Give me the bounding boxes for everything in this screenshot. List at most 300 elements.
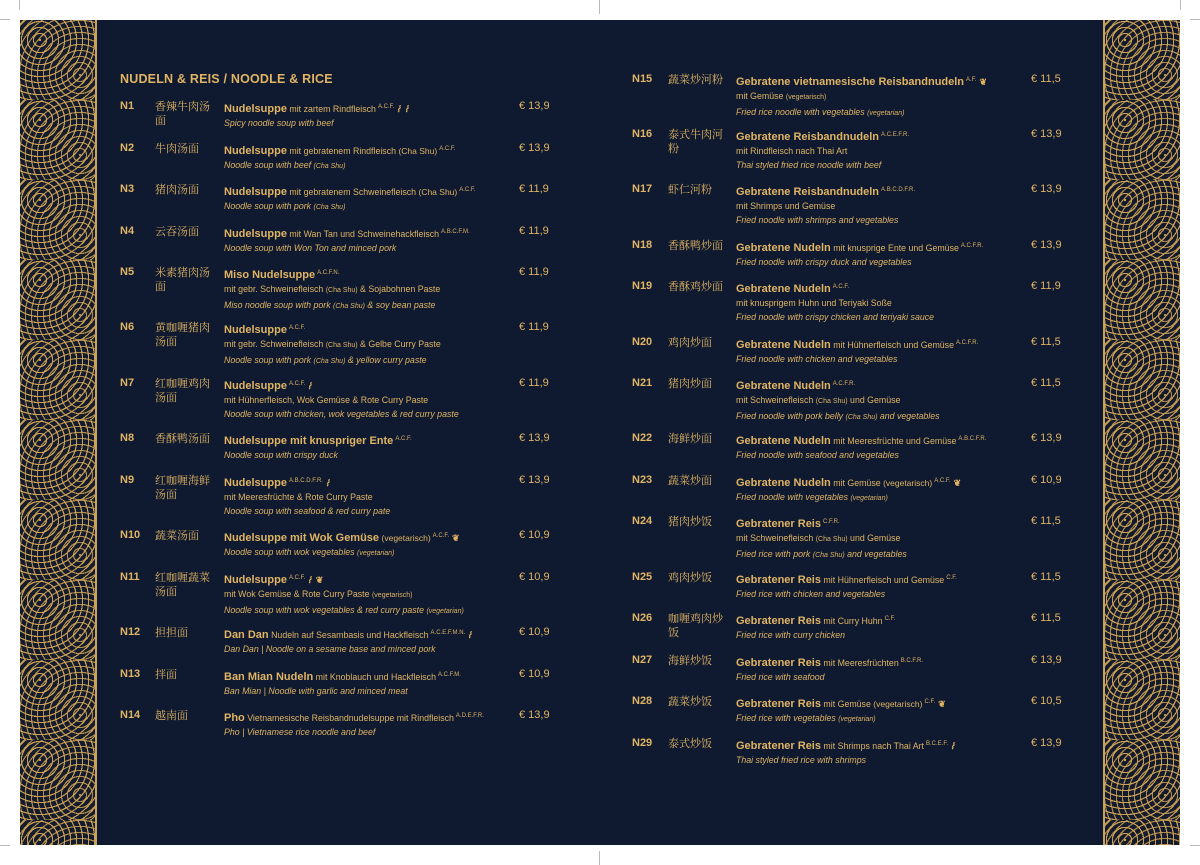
item-chinese-name: 香辣牛肉汤面 bbox=[155, 101, 210, 127]
small-note: (Cha Shu) bbox=[418, 187, 458, 197]
item-title-extra-text: mit Gemüse (vegetarisch) bbox=[820, 699, 923, 709]
allergen-codes: A.C.F. bbox=[377, 104, 395, 110]
item-price: € 10,9 bbox=[1031, 474, 1062, 486]
item-title bbox=[736, 695, 1025, 711]
item-english bbox=[224, 241, 513, 255]
item-subtitle bbox=[736, 89, 1025, 105]
item-code: N21 bbox=[632, 377, 653, 389]
allergen-codes: C.F. bbox=[884, 616, 896, 622]
item-price: € 11,5 bbox=[1031, 515, 1061, 527]
menu-item bbox=[120, 709, 590, 759]
menu-item bbox=[120, 266, 590, 316]
item-title-extra-text: mit Meeresfrüchte und Gemüse bbox=[830, 436, 957, 446]
menu-item bbox=[120, 321, 590, 371]
menu-page bbox=[20, 20, 1180, 845]
item-title-extra-text bbox=[379, 533, 431, 543]
item-price: € 13,9 bbox=[519, 474, 550, 486]
item-title bbox=[224, 432, 513, 448]
item-description bbox=[224, 183, 513, 215]
item-title-extra bbox=[287, 187, 457, 197]
item-description bbox=[224, 626, 513, 656]
item-chinese-name: 黄咖喱猪肉汤面 bbox=[155, 322, 210, 348]
item-chinese-name: 咖喱鸡肉炒饭 bbox=[668, 613, 723, 639]
item-english bbox=[736, 670, 1025, 684]
item-english bbox=[224, 684, 513, 698]
item-price: € 11,9 bbox=[519, 321, 549, 333]
item-english-text: Pho | Vietnamese rice noodle and beef bbox=[224, 727, 376, 737]
chili-pepper-icon: ⌇ bbox=[466, 629, 475, 641]
item-title bbox=[224, 571, 513, 587]
item-price: € 11,9 bbox=[519, 377, 549, 389]
item-english-text: Dan Dan | Noodle on a sesame base and minced pork bbox=[224, 644, 436, 654]
item-english-text: Fried rice with chicken and vegetables bbox=[736, 589, 886, 599]
item-title-main: Gebratene Nudeln bbox=[736, 435, 831, 447]
item-code: N23 bbox=[632, 474, 653, 486]
item-title-main: Dan Dan bbox=[224, 629, 269, 641]
item-chinese-name: 海鲜炒饭 bbox=[668, 655, 712, 667]
item-code: N26 bbox=[632, 612, 653, 624]
item-price: € 11,9 bbox=[519, 225, 549, 237]
item-code: N17 bbox=[632, 183, 653, 195]
item-title-extra-text: mit gebratenem Rindfleisch (Cha Shu) bbox=[286, 146, 438, 156]
item-english bbox=[224, 642, 513, 656]
item-title-extra bbox=[269, 630, 429, 640]
item-english-text: Fried rice with pork (Cha Shu) and vegetables bbox=[736, 549, 907, 559]
item-title-extra-text: mit Hühnerfleisch und Gemüse bbox=[830, 340, 954, 350]
item-subtitle bbox=[224, 587, 513, 603]
item-chinese-name: 云吞汤面 bbox=[155, 226, 199, 238]
item-chinese-name: 香酥鸭汤面 bbox=[155, 433, 210, 445]
item-english bbox=[224, 504, 513, 518]
small-note: (vegetarian) bbox=[426, 608, 464, 615]
item-price: € 11,5 bbox=[1031, 377, 1061, 389]
allergen-codes: B.C.F.R. bbox=[900, 658, 924, 664]
item-english bbox=[224, 353, 513, 369]
item-title-main: Nudelsuppe bbox=[224, 145, 287, 157]
allergen-codes: A.B.C.F.M. bbox=[441, 229, 470, 235]
crop-mark bbox=[599, 851, 600, 865]
item-title bbox=[736, 432, 1025, 448]
item-code: N5 bbox=[120, 266, 135, 278]
allergen-codes: A.C.E.F.M.N. bbox=[430, 630, 466, 636]
allergen-codes: A.D.E.F.R. bbox=[455, 713, 484, 719]
item-title-extra bbox=[831, 436, 957, 446]
item-title-main: Gebratene Nudeln bbox=[736, 242, 831, 254]
item-chinese-name: 猪肉汤面 bbox=[155, 184, 199, 196]
menu-item bbox=[632, 377, 1102, 427]
menu-item bbox=[632, 280, 1102, 330]
item-description bbox=[736, 612, 1025, 642]
item-code: N8 bbox=[120, 432, 135, 444]
item-title bbox=[736, 377, 1025, 393]
item-price: € 11,9 bbox=[1031, 280, 1061, 292]
item-price: € 13,9 bbox=[1031, 737, 1062, 749]
item-price: € 11,5 bbox=[1031, 571, 1061, 583]
item-subtitle bbox=[736, 144, 1025, 158]
item-title-main: Nudelsuppe bbox=[224, 574, 287, 586]
menu-item bbox=[120, 571, 590, 621]
menu-item bbox=[632, 73, 1102, 123]
item-title-main: Gebratene Nudeln bbox=[736, 380, 831, 392]
item-title-extra bbox=[287, 104, 376, 114]
item-english bbox=[736, 352, 1025, 366]
item-title-extra bbox=[821, 616, 883, 626]
menu-item bbox=[120, 474, 590, 524]
item-title bbox=[736, 128, 1025, 144]
item-english-text: Fried noodle with crispy duck and vegetables bbox=[736, 257, 912, 267]
menu-item bbox=[632, 737, 1102, 787]
item-english bbox=[224, 603, 513, 619]
item-english bbox=[736, 255, 1025, 269]
small-note: (Cha Shu) bbox=[313, 204, 346, 211]
item-english bbox=[736, 628, 1025, 642]
item-title-extra-text: mit Gemüse (vegetarisch) bbox=[830, 478, 933, 488]
item-english-text: Noodle soup with pork (Cha Shu) bbox=[224, 201, 346, 211]
item-english-text: Fried noodle with vegetables (vegetarian) bbox=[736, 492, 888, 502]
section-heading: NUDELN & REIS / NOODLE & RICE bbox=[120, 72, 333, 86]
item-title bbox=[224, 709, 513, 725]
item-description bbox=[224, 266, 513, 314]
allergen-codes: A.C.F. bbox=[288, 325, 306, 331]
item-description bbox=[224, 709, 513, 739]
item-english-text: Noodle soup with pork (Cha Shu) & yellow curry paste bbox=[224, 355, 427, 365]
crop-mark bbox=[1190, 19, 1200, 20]
item-price: € 13,9 bbox=[519, 432, 550, 444]
item-code: N16 bbox=[632, 128, 653, 140]
item-chinese-name: 蔬菜炒河粉 bbox=[668, 74, 723, 86]
menu-item bbox=[632, 128, 1102, 178]
item-title-extra bbox=[821, 658, 899, 668]
item-price: € 11,5 bbox=[1031, 612, 1061, 624]
item-chinese-name: 香酥鸭炒面 bbox=[668, 240, 723, 252]
item-price: € 13,9 bbox=[1031, 239, 1062, 251]
item-english-text: Fried noodle with chicken and vegetables bbox=[736, 354, 898, 364]
item-english bbox=[736, 409, 1025, 425]
item-title-main: Nudelsuppe bbox=[224, 324, 287, 336]
item-subtitle bbox=[736, 393, 1025, 409]
leaf-vegetarian-icon: ❦ bbox=[452, 533, 460, 543]
small-note: (Cha Shu) bbox=[398, 146, 438, 156]
item-title-extra-text: mit Shrimps nach Thai Art bbox=[820, 741, 924, 751]
item-english-text: Noodle soup with seafood & red curry pate bbox=[224, 506, 391, 516]
item-subtitle-text: mit gebr. Schweinefleisch (Cha Shu) & Gelbe Curry Paste bbox=[224, 339, 441, 349]
item-description bbox=[224, 100, 513, 130]
allergen-codes: A.B.C.D.F.R. bbox=[881, 187, 916, 193]
item-title-main: Nudelsuppe mit Wok Gemüse bbox=[224, 532, 380, 544]
item-title bbox=[736, 474, 1025, 490]
item-english-text: Spicy noodle soup with beef bbox=[224, 118, 334, 128]
item-english bbox=[224, 116, 513, 130]
item-title bbox=[224, 100, 513, 116]
item-subtitle-text: mit Schweinefleisch (Cha Shu) und Gemüse bbox=[736, 533, 901, 543]
item-description bbox=[224, 668, 513, 698]
allergen-codes: A.C.F.M. bbox=[437, 672, 461, 678]
item-description bbox=[736, 432, 1025, 462]
chili-pepper-icon: ⌇ bbox=[324, 477, 332, 489]
item-title bbox=[224, 142, 513, 158]
item-description bbox=[736, 571, 1025, 601]
item-chinese-name: 蔬菜炒饭 bbox=[668, 696, 712, 708]
item-title-main: Pho bbox=[224, 712, 245, 724]
item-price: € 10,9 bbox=[519, 668, 550, 680]
crop-mark bbox=[0, 845, 10, 846]
item-title-main: Nudelsuppe bbox=[224, 228, 287, 240]
item-title bbox=[224, 626, 513, 642]
item-title-main: Gebratener Reis bbox=[736, 698, 821, 710]
item-title-main: Gebratene Reisbandnudeln bbox=[736, 186, 880, 198]
item-chinese-name: 虾仁河粉 bbox=[668, 184, 712, 196]
item-title-extra-text: Nudeln auf Sesambasis und Hackfleisch bbox=[268, 630, 429, 640]
small-note: (vegetarian) bbox=[838, 716, 876, 723]
item-english-text: Noodle soup with wok vegetables & red curry paste (vegetarian) bbox=[224, 605, 464, 615]
item-english bbox=[224, 407, 513, 421]
item-english bbox=[224, 298, 513, 314]
item-title-main: Nudelsuppe bbox=[224, 477, 287, 489]
item-code: N13 bbox=[120, 668, 141, 680]
item-title-main: Miso Nudelsuppe bbox=[224, 269, 316, 281]
item-code: N29 bbox=[632, 737, 653, 749]
small-note: (Cha Shu) bbox=[313, 163, 346, 170]
item-chinese-name: 海鲜炒面 bbox=[668, 433, 712, 445]
chili-pepper-icon: ⌇ bbox=[403, 103, 411, 115]
item-subtitle bbox=[736, 531, 1025, 547]
item-description bbox=[736, 336, 1025, 366]
allergen-codes: A.C.F.R. bbox=[960, 243, 984, 249]
item-title bbox=[736, 280, 1025, 296]
item-chinese-name: 担担面 bbox=[155, 627, 188, 639]
item-code: N20 bbox=[632, 336, 653, 348]
item-title bbox=[736, 612, 1025, 628]
small-note: (vegetarisch) bbox=[785, 94, 827, 101]
item-title-main: Gebratene vietnamesische Reisbandnudeln bbox=[736, 76, 965, 88]
item-title-extra-text: mit knusprige Ente und Gemüse bbox=[830, 243, 959, 253]
crop-mark bbox=[19, 0, 20, 10]
item-title-extra bbox=[821, 575, 944, 585]
left-gold-edge bbox=[95, 20, 97, 845]
item-description bbox=[224, 321, 513, 369]
item-chinese-name: 米素猪肉汤面 bbox=[155, 267, 210, 293]
crop-mark bbox=[1190, 845, 1200, 846]
item-chinese-name: 泰式牛肉河粉 bbox=[668, 129, 723, 155]
small-note: (Cha Shu) bbox=[815, 536, 848, 543]
item-english bbox=[736, 490, 1025, 506]
item-code: N7 bbox=[120, 377, 135, 389]
item-title bbox=[736, 183, 1025, 199]
item-subtitle-text: mit Wok Gemüse & Rote Curry Paste (vegetarisch) bbox=[224, 589, 413, 599]
leaf-vegetarian-icon: ❦ bbox=[953, 478, 962, 488]
allergen-codes: A.B.C.F.R. bbox=[958, 436, 987, 442]
item-chinese-name: 泰式炒饭 bbox=[668, 738, 712, 750]
item-description bbox=[224, 474, 513, 518]
item-english bbox=[736, 547, 1025, 563]
item-description bbox=[224, 432, 513, 462]
item-description bbox=[736, 128, 1025, 172]
item-code: N24 bbox=[632, 515, 653, 527]
item-english bbox=[736, 711, 1025, 727]
allergen-codes: C.F. bbox=[946, 575, 957, 581]
item-subtitle bbox=[736, 296, 1025, 310]
item-title-main: Ban Mian Nudeln bbox=[224, 671, 314, 683]
item-subtitle-text: mit Schweinefleisch (Cha Shu) und Gemüse bbox=[736, 395, 901, 405]
item-price: € 13,9 bbox=[1031, 128, 1062, 140]
item-description bbox=[736, 73, 1025, 121]
item-chinese-name: 红咖喱海鲜汤面 bbox=[155, 475, 210, 501]
item-title bbox=[224, 321, 513, 337]
item-title-extra bbox=[821, 741, 924, 751]
item-title bbox=[736, 654, 1025, 670]
item-chinese-name: 红咖喱鸡肉汤面 bbox=[155, 378, 210, 404]
item-price: € 11,5 bbox=[1031, 336, 1061, 348]
menu-item bbox=[632, 515, 1102, 565]
item-english-text: Thai styled fried rice noodle with beef bbox=[736, 160, 882, 170]
item-english bbox=[224, 448, 513, 462]
item-title-main: Gebratener Reis bbox=[736, 615, 821, 627]
item-price: € 13,9 bbox=[1031, 432, 1062, 444]
item-code: N18 bbox=[632, 239, 653, 251]
item-description bbox=[736, 654, 1025, 684]
item-price: € 10,9 bbox=[519, 571, 550, 583]
item-chinese-name: 猪肉炒饭 bbox=[668, 516, 712, 528]
crop-mark bbox=[0, 19, 10, 20]
item-subtitle-text: mit gebr. Schweinefleisch (Cha Shu) & Sojabohnen Paste bbox=[224, 284, 441, 294]
item-english-text: Fried noodle with shrimps and vegetables bbox=[736, 215, 899, 225]
small-note: (vegetarisch) bbox=[883, 478, 933, 488]
item-price: € 13,9 bbox=[519, 709, 550, 721]
item-code: N28 bbox=[632, 695, 653, 707]
item-english-text: Noodle soup with wok vegetables (vegetarian) bbox=[224, 547, 395, 557]
item-price: € 13,9 bbox=[1031, 183, 1062, 195]
item-english-text: Noodle soup with chicken, wok vegetables & red curry paste bbox=[224, 409, 459, 419]
item-code: N3 bbox=[120, 183, 135, 195]
leaf-vegetarian-icon: ❦ bbox=[315, 575, 324, 585]
item-chinese-name: 香酥鸡炒面 bbox=[668, 281, 723, 293]
item-price: € 13,9 bbox=[519, 100, 550, 112]
item-code: N12 bbox=[120, 626, 141, 638]
item-subtitle bbox=[224, 490, 513, 504]
item-description bbox=[224, 529, 513, 561]
small-note: (Cha Shu) bbox=[845, 414, 878, 421]
item-subtitle-text: mit Shrimps und Gemüse bbox=[736, 201, 836, 211]
item-price: € 10,9 bbox=[519, 626, 550, 638]
item-description bbox=[736, 377, 1025, 425]
item-title-extra-text: mit Knoblauch und Hackfleisch bbox=[313, 672, 436, 682]
allergen-codes: A.C.F. bbox=[934, 478, 951, 484]
item-title bbox=[736, 336, 1025, 352]
allergen-codes: A.C.F.R. bbox=[955, 340, 979, 346]
item-price: € 11,5 bbox=[1031, 73, 1061, 85]
item-english-text: Noodle soup with Won Ton and minced pork bbox=[224, 243, 397, 253]
item-title bbox=[736, 239, 1025, 255]
item-description bbox=[736, 183, 1025, 227]
item-title-extra-text: mit Meeresfrüchten bbox=[820, 658, 899, 668]
small-note: (vegetarian) bbox=[850, 495, 888, 502]
item-code: N9 bbox=[120, 474, 135, 486]
menu-item bbox=[120, 377, 590, 427]
item-title-main: Gebratener Reis bbox=[736, 740, 821, 752]
small-note: (vegetarisch) bbox=[371, 592, 413, 599]
item-price: € 13,9 bbox=[1031, 654, 1062, 666]
allergen-codes: A.C.F. bbox=[395, 436, 412, 442]
chili-pepper-icon: ⌇ bbox=[306, 380, 315, 392]
left-ornament-pattern bbox=[20, 20, 95, 845]
item-title-extra-text: mit gebratenem Schweinefleisch (Cha Shu) bbox=[286, 187, 458, 197]
allergen-codes: C.F. bbox=[924, 699, 936, 705]
right-ornament-pattern bbox=[1105, 20, 1180, 845]
item-title bbox=[224, 668, 513, 684]
item-english-text: Fried noodle with crispy chicken and teriyaki sauce bbox=[736, 312, 935, 322]
item-title bbox=[736, 73, 1025, 89]
item-chinese-name: 猪肉炒面 bbox=[668, 378, 712, 390]
small-note: (vegetarian) bbox=[357, 550, 395, 557]
item-english bbox=[224, 545, 513, 561]
item-code: N25 bbox=[632, 571, 653, 583]
allergen-codes: A.C.F.R. bbox=[832, 381, 856, 387]
chili-pepper-icon: ⌇ bbox=[395, 103, 404, 115]
item-price: € 11,9 bbox=[519, 183, 549, 195]
item-english bbox=[736, 587, 1025, 601]
item-title bbox=[736, 571, 1025, 587]
allergen-codes: A.C.F. bbox=[832, 284, 850, 290]
allergen-codes: A.C.E.F.R. bbox=[881, 132, 910, 138]
item-english-text: Fried noodle with pork belly (Cha Shu) and vegetables bbox=[736, 411, 940, 421]
right-gold-edge bbox=[1103, 20, 1105, 845]
item-english bbox=[736, 448, 1025, 462]
small-note: (Cha Shu) bbox=[333, 303, 365, 310]
item-english bbox=[736, 753, 1025, 767]
item-subtitle-text: mit Meeresfrüchte & Rote Curry Paste bbox=[224, 492, 373, 502]
item-english-text: Noodle soup with crispy duck bbox=[224, 450, 338, 460]
item-chinese-name: 蔬菜炒面 bbox=[668, 475, 712, 487]
small-note: (Cha Shu) bbox=[815, 398, 848, 405]
item-code: N4 bbox=[120, 225, 135, 237]
item-subtitle-text: mit Hühnerfleisch, Wok Gemüse & Rote Curry Paste bbox=[224, 395, 429, 405]
item-code: N14 bbox=[120, 709, 141, 721]
item-english bbox=[224, 725, 513, 739]
item-title-extra bbox=[831, 478, 932, 488]
item-description bbox=[736, 737, 1025, 767]
item-english bbox=[736, 158, 1025, 172]
item-title bbox=[224, 377, 513, 393]
item-description bbox=[224, 142, 513, 174]
allergen-codes: A.C.F. bbox=[432, 533, 449, 539]
allergen-codes: A.C.F. bbox=[459, 187, 476, 193]
item-title bbox=[224, 183, 513, 199]
item-price: € 10,9 bbox=[519, 529, 550, 541]
small-note: (Cha Shu) bbox=[325, 287, 358, 294]
allergen-codes: B.C.E.F. bbox=[925, 741, 948, 747]
item-title-extra bbox=[313, 672, 436, 682]
item-english-text: Fried rice with vegetables (vegetarian) bbox=[736, 713, 876, 723]
item-description bbox=[736, 474, 1025, 506]
item-chinese-name: 鸡肉炒面 bbox=[668, 337, 712, 349]
leaf-vegetarian-icon: ❦ bbox=[979, 77, 987, 87]
item-title-extra bbox=[831, 243, 959, 253]
item-title-extra bbox=[831, 340, 954, 350]
item-english-text: Fried rice with curry chicken bbox=[736, 630, 846, 640]
item-title bbox=[224, 474, 513, 490]
item-english bbox=[224, 199, 513, 215]
chili-pepper-icon: ⌇ bbox=[949, 740, 957, 752]
item-subtitle bbox=[224, 393, 513, 407]
item-english-text: Thai styled fried rice with shrimps bbox=[736, 755, 867, 765]
item-price: € 13,9 bbox=[519, 142, 550, 154]
item-description bbox=[736, 280, 1025, 324]
item-title-main: Gebratene Nudeln bbox=[736, 339, 831, 351]
item-title bbox=[736, 515, 1025, 531]
small-note: (vegetarisch) bbox=[873, 699, 923, 709]
item-price: € 11,9 bbox=[519, 266, 549, 278]
small-note: (vegetarian) bbox=[867, 110, 905, 117]
